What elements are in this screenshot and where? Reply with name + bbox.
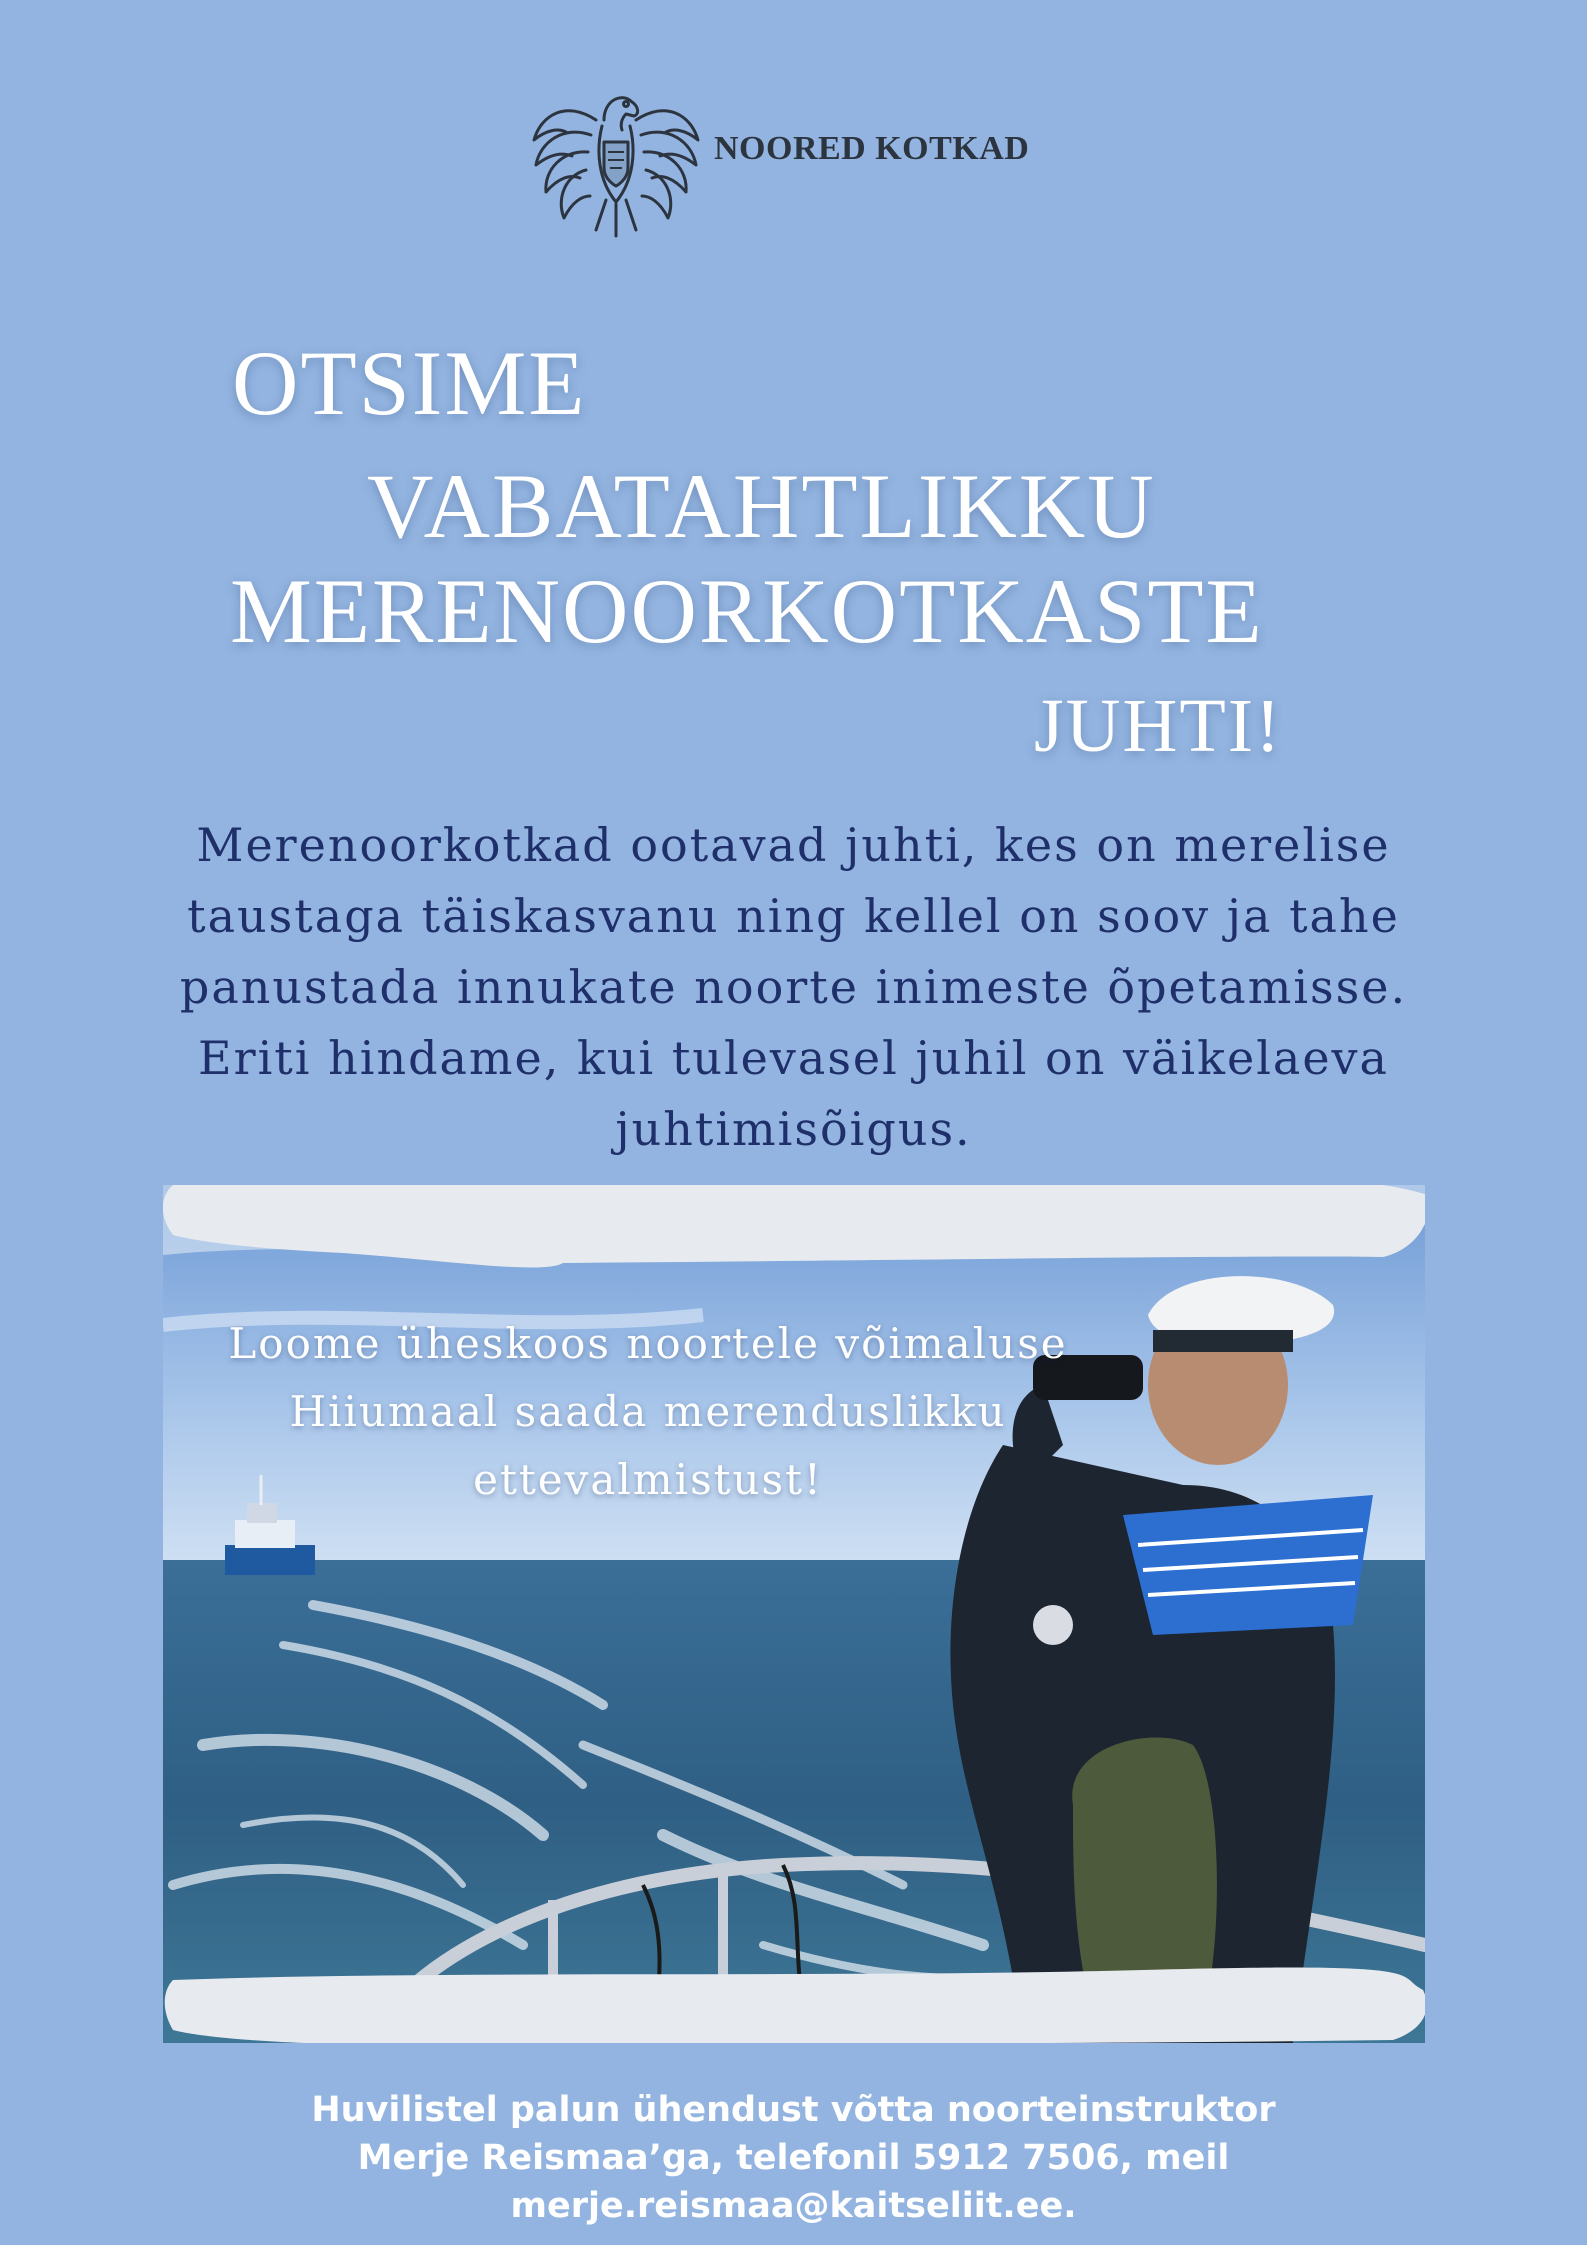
brush-stroke-top bbox=[163, 1185, 1425, 1295]
intro-line: panustada innukate noorte inimeste õpetamisse. bbox=[179, 960, 1408, 1014]
brush-stroke-bottom bbox=[163, 1950, 1425, 2043]
caption-line: Hiiumaal saada merenduslikku bbox=[289, 1387, 1007, 1436]
intro-line: juhtimisõigus. bbox=[615, 1102, 972, 1156]
caption-line: Loome üheskoos noortele võimaluse bbox=[228, 1319, 1068, 1368]
intro-line: taustaga täiskasvanu ning kellel on soov ja tahe bbox=[187, 889, 1400, 943]
contact-info bbox=[150, 2086, 1437, 2230]
caption-line: ettevalmistust! bbox=[473, 1455, 823, 1504]
intro-line: Eriti hindame, kui tulevasel juhil on väikelaeva bbox=[198, 1031, 1389, 1085]
logo-text: NOORED KOTKAD bbox=[714, 130, 1030, 167]
photo-caption bbox=[163, 1310, 1133, 1514]
headline-line-3: MERENOORKOTKASTE bbox=[230, 560, 1264, 662]
intro-line: Merenoorkotkad ootavad juhti, kes on merelise bbox=[196, 818, 1391, 872]
contact-line: Huvilistel palun ühendust võtta noorteinstruktor bbox=[311, 2090, 1276, 2130]
intro-paragraph bbox=[100, 810, 1487, 1165]
contact-line: Merje Reismaa’ga, telefonil 5912 7506, meil bbox=[357, 2138, 1230, 2178]
eagle-emblem-icon bbox=[526, 80, 706, 240]
headline-line-4: JUHTI! bbox=[1034, 684, 1283, 768]
headline-line-2: VABATAHTLIKKU bbox=[367, 455, 1156, 557]
sea-photo bbox=[163, 1185, 1425, 2043]
logo bbox=[526, 80, 1066, 240]
headline-line-1: OTSIME bbox=[232, 332, 587, 434]
contact-email: merje.reismaa@kaitseliit.ee. bbox=[510, 2186, 1077, 2226]
